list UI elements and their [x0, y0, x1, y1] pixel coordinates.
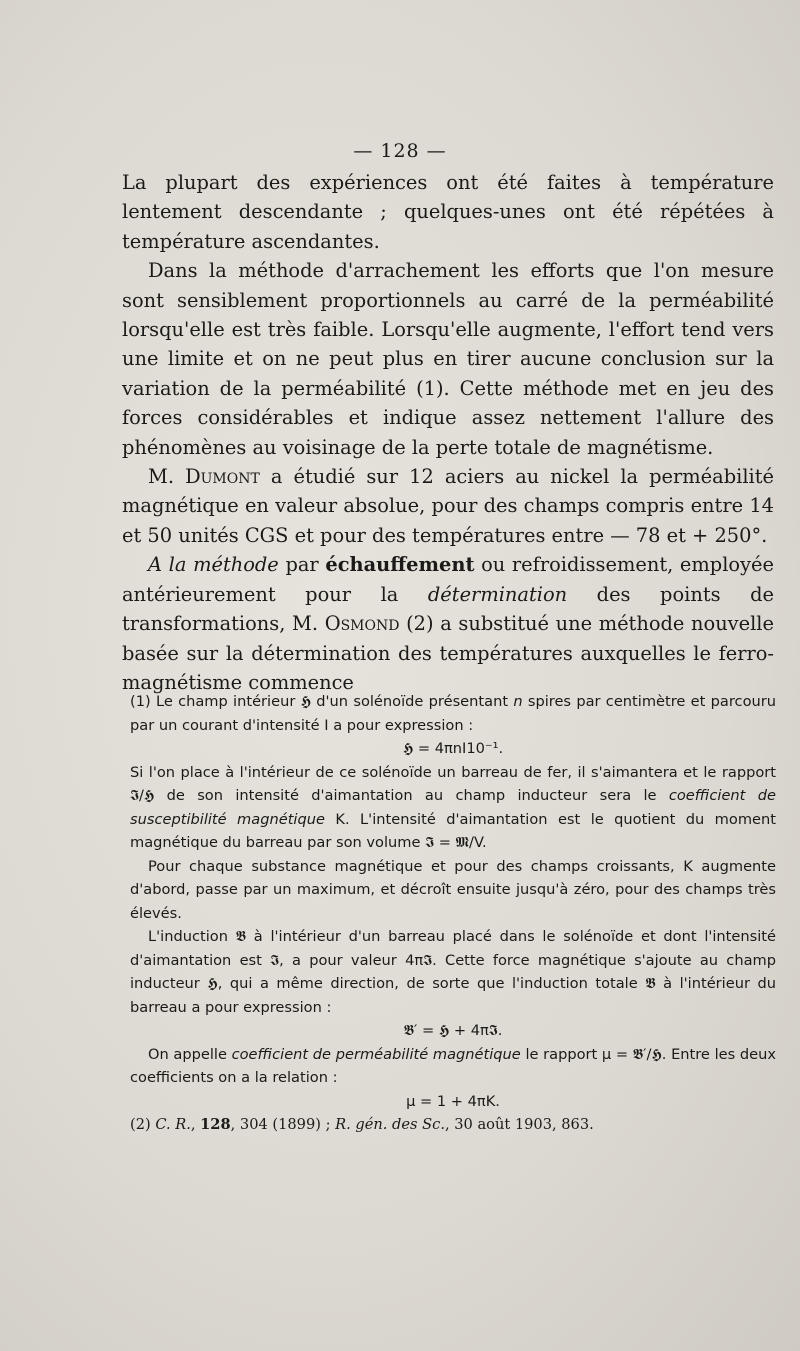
footnote-1-variation: Pour chaque substance magnétique et pour des champs croissants, K augmente d'abord, passe par un maximum, et décroît ensuite jusqu'à zéro, pour des champs très élevés.: [130, 857, 776, 922]
footnote-1-permeability: On appelle coefficient de perméabilité magnétique le rapport μ = 𝕭′/𝕳. Entre les deux coefficients on a la relation :: [130, 1045, 776, 1086]
italic-a-la-methode: A la méthode: [148, 553, 279, 577]
paragraph-2: Dans la méthode d'arrachement les efforts que l'on mesure sont sensiblement proportionnels au carré de la perméabilité lorsqu'elle est très faible. Lorsqu'elle augmente, l'effort tend vers une limite et on ne peut plus en tirer aucune conclusion sur la variation de la perméabilité (1). Cette méthode met en jeu des forces considérables et indique assez nettement l'allure des phénomènes au voisinage de la perte totale de magnétisme.: [122, 259, 774, 459]
italic-susceptibility: coefficient de susceptibilité magnétique: [130, 787, 776, 828]
bold-echauffement: échauffement: [325, 553, 475, 577]
footnote-2: (2) C. R., 128, 304 (1899) ; R. gén. des Sc., 30 août 1903, 863.: [130, 1116, 594, 1133]
paragraph-4: A la méthode par échauffement ou refroidissement, employée antérieurement pour la détermination des points de transformations, M. Osmond (2) a substitué une méthode nouvelle basée sur la détermination des températures auxquelles le ferro-magnétisme commence: [122, 553, 774, 694]
footnote-1-susceptibility: Si l'on place à l'intérieur de ce solénoïde un barreau de fer, il s'aimantera et le rapport 𝕴/𝕳 de son intensité d'aimantation au champ inducteur sera le coefficient de susceptibilité magnétique K. L'intensité d'aimantation est le quotient du moment magnétique du barreau par son volume 𝕴 = 𝕸/V.: [130, 763, 776, 851]
footnotes: [130, 690, 776, 1137]
paragraph-3: [122, 462, 774, 550]
formula-relation: μ = 1 + 4πK.: [406, 1092, 500, 1110]
author-name-osmond: M. Osmond: [292, 612, 400, 636]
paragraph-1: La plupart des expériences ont été faites à température lentement descendante ; quelques-unes ont été répétées à température ascendantes.: [122, 171, 774, 253]
formula-champ: 𝕳 = 4πnI10⁻¹.: [402, 740, 504, 757]
footnote-1-induction: L'induction 𝕭 à l'intérieur d'un barreau placé dans le solénoïde et dont l'intensité d'aimantation est 𝕴, a pour valeur 4π𝕴. Cette force magnétique s'ajoute au champ inducteur 𝕳, qui a même direction, de sorte que l'induction totale 𝕭 à l'intérieur du barreau a pour expression :: [130, 928, 776, 1016]
italic-determination: détermination: [427, 582, 568, 606]
paragraph-3-text: a étudié sur 12 aciers au nickel la perméabilité magnétique en valeur absolue, pour des champs compris entre 14 et 50 unités CGS et pour des températures entre — 78 et + 250°.: [122, 465, 774, 547]
footnote-1-intro: (1) Le champ intérieur 𝕳 d'un solénoïde présentant n spires par centimètre et parcouru par un courant d'intensité I a pour expression :: [130, 693, 776, 734]
author-name-dumont: M. Dumont: [148, 465, 260, 489]
main-text: [122, 168, 774, 697]
italic-permeability: coefficient de perméabilité magnétique: [231, 1045, 521, 1063]
page-number: — 128 —: [353, 140, 447, 162]
formula-induction: 𝕭′ = 𝕳 + 4π𝕴.: [403, 1022, 503, 1039]
